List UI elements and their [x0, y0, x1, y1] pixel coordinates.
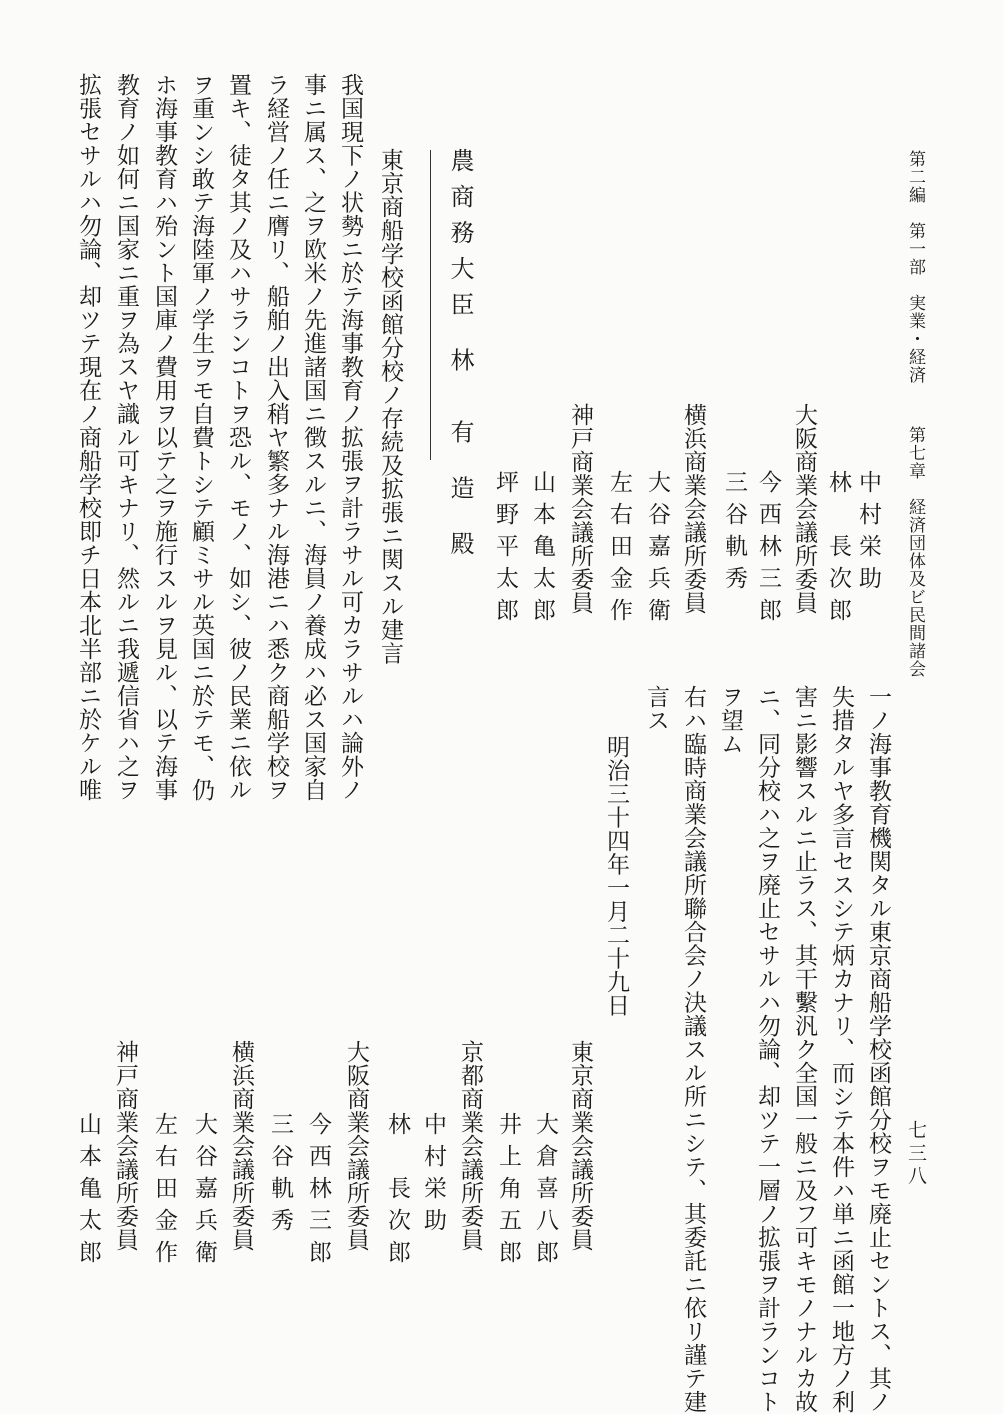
signatory-name: 大谷嘉兵衛 — [644, 470, 670, 630]
running-header-part: 第二編 第一部 実業・経済 — [905, 150, 925, 384]
signatory-name: 中村栄助 — [855, 470, 881, 598]
body-line: 事ニ属ス、之ヲ欧米ノ先進諸国ニ徴スルニ、海員ノ養成ハ必ス国家自 — [300, 73, 326, 802]
signatory-name: 林 長次郎 — [825, 470, 851, 630]
running-header-chapter: 第七章 経済団体及ビ民間諸会 — [905, 426, 925, 678]
body-line: 害ニ影響スルニ止ラス、其干繫汎ク全国一般ニ及フ可キモノナルカ故 — [791, 685, 817, 1414]
signatory-name: 左右田金作 — [606, 470, 632, 630]
document-date: 明治三十四年一月二十九日 — [603, 735, 629, 1017]
body-line: 置キ、徒タ其ノ及ハサランコトヲ恐ル、モノ、如シ、彼ノ民業ニ依ル — [225, 73, 251, 802]
chamber-label: 大阪商業会議所委員 — [343, 1040, 369, 1252]
separator-rule — [430, 150, 431, 460]
chamber-label: 京都商業会議所委員 — [457, 1040, 483, 1252]
body-line: 教育ノ如何ニ国家ニ重ヲ為スヤ識ル可キナリ、然ルニ我遞信省ハ之ヲ — [113, 73, 139, 802]
signatory-name: 山本亀太郎 — [529, 470, 555, 630]
page-number: 七三八 — [905, 1120, 927, 1189]
addressee: 農商務大臣 林 有 造 殿 — [446, 148, 474, 567]
chamber-label: 東京商業会議所委員 — [567, 1040, 593, 1252]
chamber-label: 神戸商業会議所委員 — [567, 403, 593, 615]
chamber-label: 神戸商業会議所委員 — [112, 1040, 138, 1252]
body-line: ラ経営ノ任ニ膺リ、船舶ノ出入稍ヤ繁多ナル海港ニハ悉ク商船学校ヲ — [263, 73, 289, 802]
chamber-label: 横浜商業会議所委員 — [228, 1040, 254, 1252]
body-line: ニ、同分校ハ之ヲ廃止セサルハ勿論、却ツテ一層ノ拡張ヲ計ランコト — [754, 685, 780, 1414]
signatory-name: 坪野平太郎 — [492, 470, 518, 630]
signatory-name: 今西林三郎 — [755, 470, 781, 630]
signatory-name: 大谷嘉兵衛 — [191, 1112, 217, 1272]
body-line: 言ス — [643, 685, 669, 732]
chamber-label: 横浜商業会議所委員 — [680, 403, 706, 615]
body-line: 我国現下ノ状勢ニ於テ海事教育ノ拡張ヲ計ラサル可カラサルハ論外ノ — [337, 73, 363, 802]
body-line: 右ハ臨時商業会議所聯合会ノ決議スル所ニシテ、其委託ニ依リ謹テ建 — [680, 685, 706, 1414]
body-line: 失措タルヤ多言セスシテ炳カナリ、而シテ本件ハ単ニ函館一地方ノ利 — [828, 685, 854, 1414]
body-line: 拡張セサルハ勿論、却ツテ現在ノ商船学校即チ日本北半部ニ於ケル唯 — [75, 73, 101, 802]
signatory-name: 三谷軌秀 — [721, 470, 747, 598]
signatory-name: 大倉喜八郎 — [532, 1112, 558, 1272]
body-line: ヲ重ンシ敢テ海陸軍ノ学生ヲモ自費トシテ顧ミサル英国ニ於テモ、仍 — [188, 73, 214, 802]
signatory-name: 林 長次郎 — [384, 1112, 410, 1272]
body-line: 一ノ海事教育機関タル東京商船学校函館分校ヲモ廃止セントス、其ノ — [865, 685, 891, 1414]
document-title: 東京商船学校函館分校ノ存続及拡張ニ関スル建言 — [377, 148, 403, 665]
signatory-name: 今西林三郎 — [305, 1112, 331, 1272]
signatory-name: 中村栄助 — [420, 1112, 446, 1240]
body-line: ヲ望ム — [717, 685, 743, 756]
body-line: ホ海事教育ハ殆ント国庫ノ費用ヲ以テ之ヲ施行スルヲ見ル、以テ海事 — [151, 73, 177, 802]
signatory-name: 三谷軌秀 — [267, 1112, 293, 1240]
signatory-name: 山本亀太郎 — [75, 1112, 101, 1272]
signatory-name: 井上角五郎 — [495, 1112, 521, 1272]
chamber-label: 大阪商業会議所委員 — [791, 403, 817, 615]
signatory-name: 左右田金作 — [151, 1112, 177, 1272]
